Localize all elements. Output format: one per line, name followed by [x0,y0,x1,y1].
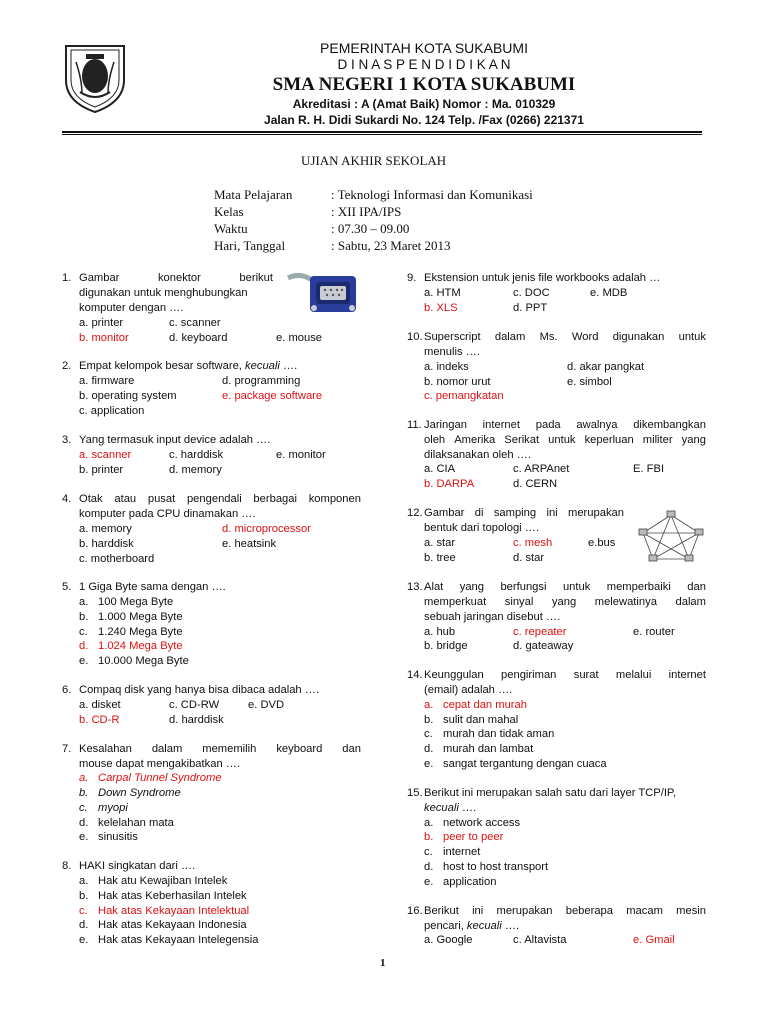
option-a: a. printer [79,317,124,329]
option-c: c. harddisk [169,449,224,461]
vga-connector-image [286,268,361,320]
option-letter: d. [79,919,89,931]
info-label: Waktu [214,221,248,236]
question-text: Berikut ini merupakan beberapa macam mesin [424,905,706,917]
option-c: c. application [79,405,145,417]
option-a: a. CIA [424,463,456,475]
option-letter: a. [424,817,434,829]
question-text: mouse dapat mengakibatkan …. [79,758,241,770]
option-letter: b. [79,611,89,623]
option-e: e. simbol [567,376,612,388]
option-text: internet [443,846,481,858]
option-letter-answer: d. [79,640,89,652]
option-a: a. indeks [424,361,469,373]
option-c-answer: c. repeater [513,626,567,638]
option-a: a. memory [79,523,132,535]
option-letter: c. [424,728,433,740]
option-text: 1.240 Mega Byte [98,626,183,638]
option-text: Hak atu Kewajiban Intelek [98,875,228,887]
question-number: 2. [62,360,72,372]
option-c: c. motherboard [79,553,155,565]
option-e-answer: e. Gmail [633,934,675,946]
question-number: 4. [62,493,72,505]
option-d: d. akar pangkat [567,361,645,373]
option-e: E. FBI [633,463,665,475]
page-number: 1 [380,957,386,969]
info-value: : Sabtu, 23 Maret 2013 [331,238,451,253]
option-text-answer: cepat dan murah [443,699,527,711]
question-text: Yang termasuk input device adalah …. [79,434,271,446]
option-a: a. HTM [424,287,461,299]
option-text: murah dan tidak aman [443,728,555,740]
option-text: application [443,876,497,888]
option-d: d. CERN [513,478,558,490]
option-letter: a. [79,875,89,887]
option-e: e.bus [588,537,616,549]
question-number: 9. [407,272,417,284]
option-b: b. operating system [79,390,177,402]
header-school-name: SMA NEGERI 1 KOTA SUKABUMI [272,74,576,95]
question-number: 10. [407,331,423,343]
info-value: : Teknologi Informasi dan Komunikasi [331,187,533,202]
question-text: Gambar di samping ini merupakan [424,507,624,519]
option-text-answer: 1.024 Mega Byte [98,640,183,652]
question-text: komputer dengan …. [79,302,184,314]
option-text: sulit dan mahal [443,714,519,726]
question-text: HAKI singkatan dari …. [79,860,196,872]
option-a-answer: a. scanner [79,449,132,461]
option-e: e. DVD [248,699,285,711]
option-text-answer: Hak atas Kekayaan Intelektual [98,905,250,917]
question-text: Keunggulan pengiriman surat melalui internet [424,669,706,681]
option-letter: d. [424,743,434,755]
option-b-answer: b. CD-R [79,714,120,726]
option-letter: e. [424,876,434,888]
info-value: : 07.30 – 09.00 [331,221,410,236]
option-b: b. harddisk [79,538,134,550]
option-c: c. ARPAnet [513,463,570,475]
question-text: oleh Amerika Serikat untuk keperluan militer yang [424,434,706,446]
option-b-answer: b. monitor [79,332,129,344]
question-text: pencari, kecuali …. [424,920,520,932]
question-number: 6. [62,684,72,696]
info-label: Hari, Tanggal [214,238,286,253]
option-a: a. hub [424,626,456,638]
option-d: d. gateaway [513,640,574,652]
option-letter: b. [79,890,89,902]
question-text: menulis …. [424,346,480,358]
option-b-answer: b. DARPA [424,478,475,490]
option-e: e. monitor [276,449,326,461]
option-letter: e. [79,934,89,946]
question-text: Kesalahan dalam mememilih keyboard dan [79,743,361,755]
option-letter: c. [424,846,433,858]
option-text: sangat tergantung dengan cuaca [443,758,607,770]
option-text: myopi [98,802,128,814]
option-b: b. nomor urut [424,376,491,388]
question-text: dilaksanakan oleh …. [424,449,531,461]
option-d-answer: d. microprocessor [222,523,311,535]
option-c-answer: c. mesh [513,537,553,549]
question-number: 1. [62,272,72,284]
option-c: c. CD-RW [169,699,220,711]
option-e: e. mouse [276,332,323,344]
option-text: sinusitis [98,831,138,843]
option-text: Hak atas Kekayaan Intelegensia [98,934,259,946]
question-number: 16. [407,905,423,917]
question-number: 13. [407,581,423,593]
info-label: Mata Pelajaran [214,187,293,202]
question-text: Ekstension untuk jenis file workbooks adalah … [424,272,661,284]
option-text: 1.000 Mega Byte [98,611,183,623]
header-divider [62,131,702,133]
option-letter: a. [79,596,89,608]
option-c-answer: c. pemangkatan [424,390,504,402]
question-text: bentuk dari topologi …. [424,522,540,534]
option-letter-answer: a. [424,699,434,711]
option-a: a. disket [79,699,121,711]
option-text: Down Syndrome [98,787,181,799]
option-text: Hak atas Kekayaan Indonesia [98,919,247,931]
option-a: a. star [424,537,456,549]
option-e: e. heatsink [222,538,277,550]
option-text-answer: Carpal Tunnel Syndrome [98,772,222,784]
option-letter: b. [424,714,434,726]
question-text: digunakan untuk menghubungkan [79,287,248,299]
option-text: 10.000 Mega Byte [98,655,189,667]
question-text: 1 Giga Byte sama dengan …. [79,581,226,593]
option-d: d. keyboard [169,332,228,344]
option-text: kelelahan mata [98,817,174,829]
option-c: c. DOC [513,287,550,299]
option-text: host to host transport [443,861,549,873]
question-text: Otak atau pusat pengendali berbagai komponen [79,493,361,505]
option-letter-answer: b. [424,831,434,843]
option-text: network access [443,817,521,829]
exam-title: UJIAN AKHIR SEKOLAH [301,153,447,168]
question-number: 14. [407,669,423,681]
question-text: Alat yang berfungsi untuk memperbaiki dan [424,581,706,593]
option-letter: c. [79,626,88,638]
option-b: b. printer [79,464,124,476]
option-a: a. firmware [79,375,135,387]
option-letter: b. [79,787,89,799]
question-number: 8. [62,860,72,872]
question-text: Gambar konektor berikut [79,272,273,284]
option-d: d. star [513,552,545,564]
option-d: d. programming [222,375,301,387]
option-text: murah dan lambat [443,743,534,755]
question-number: 11. [407,419,422,431]
header-accreditation: Akreditasi : A (Amat Baik) Nomor : Ma. 010329 [292,97,556,111]
question-number: 3. [62,434,72,446]
mesh-topology-image [636,508,706,566]
option-text: Hak atas Keberhasilan Intelek [98,890,247,902]
header-divider-thin [62,134,702,135]
option-letter: e. [79,655,89,667]
option-letter: c. [79,802,88,814]
info-label: Kelas [214,204,244,219]
option-letter: e. [424,758,434,770]
question-number: 7. [62,743,72,755]
option-e-answer: e. package software [222,390,323,402]
option-letter-answer: a. [79,772,89,784]
question-number: 15. [407,787,423,799]
question-text: Compaq disk yang hanya bisa dibaca adalah …. [79,684,320,696]
question-number: 5. [62,581,72,593]
question-text: kecuali …. [424,802,477,814]
question-text: memperkuat sinyal yang melewatinya dalam [424,596,706,608]
question-text: Jaringan internet pada awalnya dikembangkan [424,419,706,431]
option-e: e. MDB [590,287,628,299]
question-text: (email) adalah …. [424,684,513,696]
option-d: d. PPT [513,302,548,314]
option-letter: d. [424,861,434,873]
question-text: sebuah jaringan disebut …. [424,611,561,623]
option-d: d. memory [169,464,222,476]
header-address: Jalan R. H. Didi Sukardi No. 124 Telp. /Fax (0266) 221371 [264,113,584,127]
option-a: a. Google [424,934,473,946]
question-text: Empat kelompok besar software, kecuali …. [79,360,298,372]
option-letter: e. [79,831,89,843]
option-d: d. harddisk [169,714,224,726]
question-number: 12. [407,507,423,519]
option-letter: d. [79,817,89,829]
option-b: b. bridge [424,640,468,652]
header-department: D I N A S P E N D I D I K A N [337,57,511,72]
option-letter-answer: c. [79,905,88,917]
header-government: PEMERINTAH KOTA SUKABUMI [320,40,528,56]
option-c: c. Altavista [513,934,567,946]
question-text: Berikut ini merupakan salah satu dari layer TCP/IP, [424,787,677,799]
question-text: Superscript dalam Ms. Word digunakan untuk [424,331,706,343]
option-b-answer: b. XLS [424,302,458,314]
question-text: komputer pada CPU dinamakan …. [79,508,256,520]
option-c: c. scanner [169,317,221,329]
info-value: : XII IPA/IPS [331,204,402,219]
option-e: e. router [633,626,675,638]
option-text: 100 Mega Byte [98,596,174,608]
option-b: b. tree [424,552,456,564]
option-text-answer: peer to peer [443,831,504,843]
